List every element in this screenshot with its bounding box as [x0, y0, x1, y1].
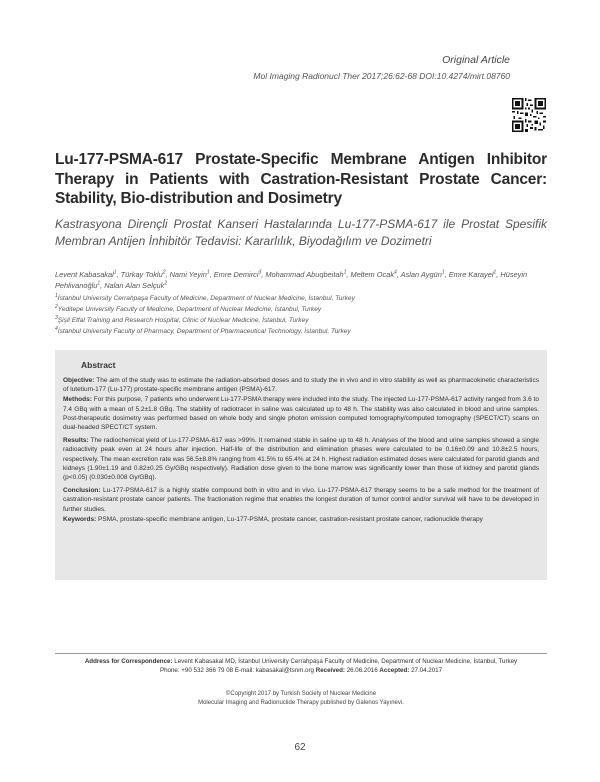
- author-name-text: Mohammad Abuqbeitah: [265, 270, 344, 279]
- author-list: Levent Kabasakal$^1$, Türkay Toklu$^2$, Nami Yeyin$^1$, Emre Demirci$^3$, Mohammad Abuqbeitah$^1$, Meltem Ocak$^4$, Aslan Aygün$^1$, Emre Karayel$^1$, Hüseyin Pehlivanoğlu$^1$, Nalan Alan Selçuk$^2$: [55, 269, 528, 290]
- author-name-text: Emre Karayel: [448, 270, 494, 279]
- affiliation-sup: 3: [55, 314, 58, 321]
- qr-code-icon: [512, 98, 546, 132]
- correspondence-text: Levent Kabasakal MD, İstanbul University Cerrahpaşa Faculty of Medicine, Department of Nuclear Medicine, İstanbul, Turkey: [174, 658, 518, 665]
- affiliation-list: [55, 293, 547, 337]
- abstract-results: [63, 436, 539, 482]
- correspondence-block: [55, 657, 547, 675]
- author-name: [401, 270, 445, 279]
- abstract-conclusion: [63, 486, 539, 514]
- publisher-line: Molecular Imaging and Radionuclide Therapy published by Galenos Yayınevi.: [198, 699, 404, 706]
- footer-divider: [55, 653, 547, 654]
- results-text: The radiochemical yield of Lu-177-PSMA-617 was >99%. It remained stable in saline up to 48 h. Analyses of the blood and urine samples showed a single radioactivity peak even at 24 hours after injection. Half-life of the distribution and elimination phases were calculated to be 0.16±0.09 and 10.8±2.5 hours, respectively. The mean excretion rate was 56.5±8.8% ranging from 41.5% to 65.4% at 24 h. Highest radiation estimated doses were calculated for parotid glands and kidneys (1.90±1.19 and 0.82±0.25 Gy/GBq respectively). Radiation dose given to the bone marrow was significantly lower than those of kidney and parotid glands (p<0.05) (0.030±0.008 Gy/GBq).: [63, 437, 539, 482]
- methods-text: For this purpose, 7 patients who underwent Lu-177-PSMA therapy were included into the study. The injected Lu-177-PSMA-617 activity ranged from 3.6 to 7.4 GBq with a mean of 5.2±1.8 GBq. The stability of radiotracer in saline was calculated up to 48 h. The stability was also calculated in blood and urine samples. Post-therapeutic dosimetry was performed based on whole body and single photon emission computed tomography/computed tomography (SPECT/CT) scans on dual-headed SPECT/CT system.: [63, 396, 539, 432]
- conclusion-label: Conclusion:: [63, 487, 101, 495]
- affiliation-item: [55, 315, 547, 326]
- affiliation-sup: 1: [55, 292, 58, 299]
- author-affiliation-sup: 4: [394, 269, 397, 276]
- author-affiliation-sup: 1: [441, 269, 445, 276]
- author-name-text: Nalan Alan Selçuk: [104, 281, 165, 290]
- abstract-heading: Abstract: [81, 360, 116, 370]
- author-name: [55, 270, 117, 279]
- author-name: [214, 270, 262, 279]
- author-affiliation-sup: 1: [113, 269, 117, 276]
- accepted-date: 27.04.2017: [411, 667, 443, 674]
- keywords-label: Keywords:: [63, 515, 97, 523]
- author-affiliation-sup: 1: [97, 280, 101, 287]
- abstract-panel: [55, 350, 547, 580]
- author-affiliation-sup: 1: [493, 269, 497, 276]
- author-name-text: Nami Yeyin: [169, 270, 207, 279]
- correspondence-contact: Phone: +90 532 366 79 08 E-mail: kabasakal@tsnm.org: [159, 667, 314, 674]
- author-name-text: Hüseyin Pehlivanoğlu: [55, 270, 528, 290]
- article-title: Lu-177-PSMA-617 Prostate-Specific Membrane Antigen Inhibitor Therapy in Patients with Castration-Resistant Prostate Cancer: Stability, Bio-distribution and Dosimetry: [55, 151, 547, 207]
- objective-text: The aim of the study was to estimate the radiation-absorbed doses and to study the in vivo and in vitro stability as well as pharmacokinetic characteristics of lutetium-177 (Lu-177) prostate-specific membrane antigen (PSMA)-617.: [63, 377, 539, 394]
- author-affiliation-sup: 3: [258, 269, 262, 276]
- journal-citation: Mol Imaging Radionucl Ther 2017;26:62-68 DOI:10.4274/mirt.08760: [253, 71, 510, 81]
- author-name-text: Meltem Ocak: [350, 270, 395, 279]
- author-affiliation-sup: 2: [164, 280, 168, 287]
- abstract-keywords: [63, 515, 539, 524]
- author-name: [170, 270, 210, 279]
- affiliation-text: Yeditepe University Faculty of Medicine, Department of Nuclear Medicine, İstanbul, Turkey: [57, 306, 322, 313]
- keywords-text: PSMA, prostate-specific membrane antigen, Lu-177-PSMA, prostate cancer, castration-resistant prostate cancer, radionuclide therapy: [98, 515, 483, 523]
- author-name: [121, 270, 166, 279]
- objective-label: Objective:: [63, 377, 95, 384]
- correspondence-address: [55, 657, 547, 666]
- conclusion-text: Lu-177-PSMA-617 is a highly stable compound both in vitro and in vivo. Lu-177-PSMA-617 therapy seems to be a safe method for the treatment of castration-resistant prostate cancer patients. The fractionation regime that enables the longest duration of tumor control and/or survival will have to be developed in further studies.: [63, 487, 539, 513]
- affiliation-text: Şişli Etfal Training and Research Hospital, Clinic of Nuclear Medicine, İstanbul, Turkey: [57, 317, 309, 324]
- abstract-objective: [63, 376, 539, 394]
- page-number: 62: [294, 742, 306, 753]
- author-affiliation-sup: 2: [162, 269, 166, 276]
- results-label: Results:: [63, 437, 89, 445]
- author-affiliation-sup: 1: [343, 269, 347, 276]
- author-name-text: Aslan Aygün: [400, 270, 442, 279]
- affiliation-text: İstanbul University Faculty of Pharmacy, Department of Pharmaceutical Technology, İstanbul, Turkey: [57, 328, 351, 335]
- copyright-line: ©Copyright 2017 by Turkish Society of Nuclear Medicine: [225, 691, 377, 697]
- author-name-text: Türkay Toklu: [120, 270, 163, 279]
- correspondence-label: Address for Correspondence:: [84, 658, 173, 665]
- affiliation-item: [55, 293, 547, 304]
- affiliation-sup: 2: [55, 303, 58, 310]
- author-affiliation-sup: 1: [206, 269, 210, 276]
- copyright-block: [55, 690, 547, 707]
- article-subtitle-turkish: Kastrasyona Dirençli Prostat Kanseri Hastalarında Lu-177-PSMA-617 ile Prostat Spesifik Membran Antijen İnhibitör Tedavisi: Kararlılık, Biyodağılım ve Dozimetri: [55, 217, 547, 248]
- affiliation-item: [55, 304, 547, 315]
- author-name: [104, 281, 167, 290]
- affiliation-sup: 4: [55, 325, 58, 332]
- abstract-methods: [63, 395, 539, 432]
- author-name-text: Emre Demirci: [213, 270, 259, 279]
- author-name-text: Levent Kabasakal: [55, 270, 114, 279]
- author-name: [350, 270, 396, 279]
- correspondence-contact-line: [55, 666, 547, 675]
- author-name: [265, 270, 346, 279]
- author-name: [449, 270, 497, 279]
- article-type: Original Article: [442, 54, 510, 66]
- accepted-label: Accepted:: [379, 667, 410, 674]
- affiliation-item: [55, 326, 547, 337]
- received-date: 26.06.2016: [346, 667, 378, 674]
- affiliation-text: İstanbul University Cerrahpaşa Faculty of Medicine, Department of Nuclear Medicine, İstanbul, Turkey: [57, 295, 355, 302]
- received-label: Received:: [315, 667, 345, 674]
- methods-label: Methods:: [63, 396, 92, 404]
